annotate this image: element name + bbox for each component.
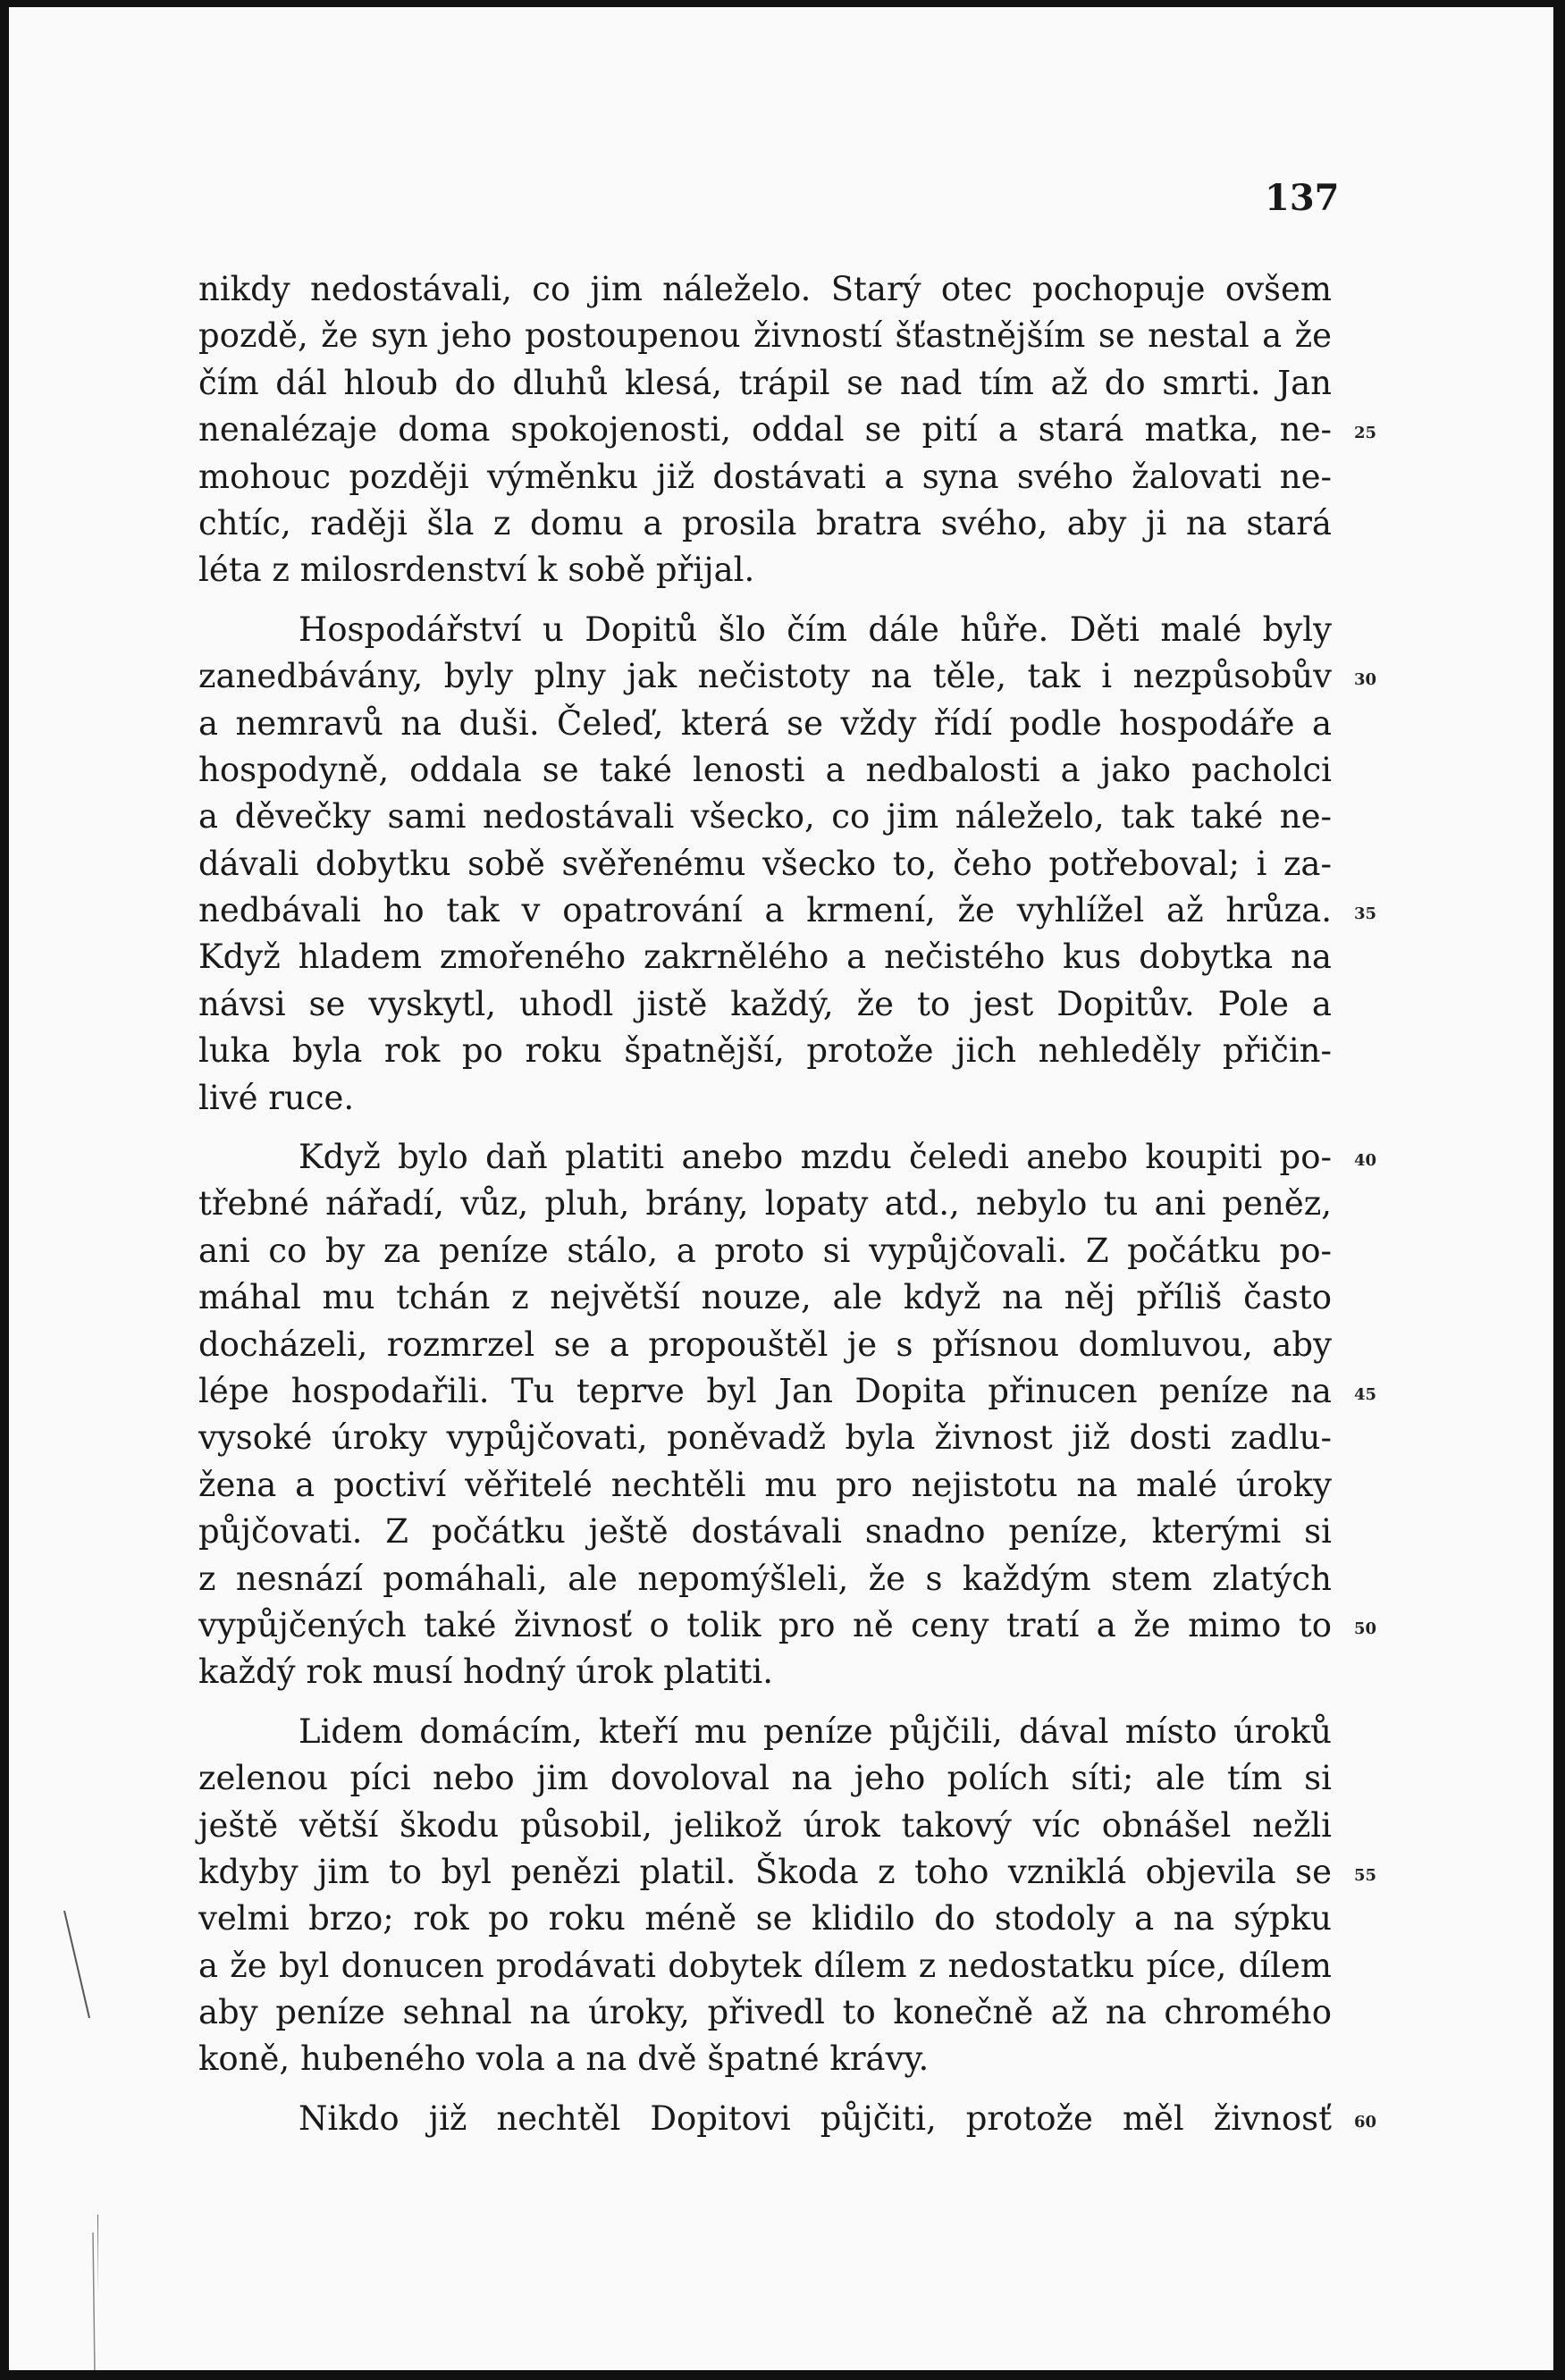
text-line	[198, 1849, 1376, 1896]
text-line	[198, 1368, 1376, 1415]
text-line-content: Když bylo daň platiti anebo mzdu čeledi anebo koupiti po-	[299, 1138, 1332, 1177]
text-line	[198, 653, 1376, 700]
text-line	[198, 360, 1332, 407]
text-line-content: ani co by za peníze stálo, a proto si vypůjčovali. Z počátku po-	[198, 1231, 1332, 1270]
text-line	[198, 1075, 1332, 1122]
text-line-content: půjčovati. Z počátku ještě dostávali snadno peníze, kterými si	[198, 1512, 1332, 1552]
text-line	[198, 747, 1332, 794]
text-line	[198, 1943, 1332, 1989]
page-number: 137	[1265, 177, 1340, 219]
paragraph-gap	[198, 1696, 1332, 1709]
text-line-content: a děvečky sami nedostávali všecko, co jim náleželo, tak také ne-	[198, 797, 1332, 837]
text-line	[198, 1709, 1332, 1755]
margin-scratch-marks	[63, 1911, 98, 2370]
text-line-content: máhal mu tchán z největší nouze, ale když na něj příliš často	[198, 1278, 1332, 1317]
text-line	[198, 1274, 1332, 1321]
text-line	[198, 1989, 1332, 2036]
text-line-content: žena a poctiví věřitelé nechtěli mu pro nejistotu na malé úroky	[198, 1465, 1332, 1504]
text-line-content: luka byla rok po roku špatnější, protože jich nehleděly přičin-	[198, 1031, 1332, 1071]
text-line-content: třebné nářadí, vůz, pluh, brány, lopaty atd., nebylo tu ani peněz,	[198, 1184, 1332, 1224]
text-line	[198, 1649, 1332, 1695]
text-line-content: Když hladem zmořeného zakrnělého a nečistého kus dobytka na	[198, 938, 1332, 977]
text-line-content: zanedbávány, byly plny jak nečistoty na těle, tak i nezpůsobův	[198, 657, 1332, 696]
text-line	[198, 794, 1332, 840]
text-line	[198, 547, 1332, 593]
text-line-content: nikdy nedostávali, co jim náleželo. Starý otec pochopuje ovšem	[198, 270, 1332, 308]
text-line	[198, 454, 1332, 500]
text-line-content: každý rok musí hodný úrok platiti.	[198, 1653, 773, 1692]
text-line-content: Nikdo již nechtěl Dopitovi půjčiti, protože měl živnosť	[299, 2098, 1332, 2138]
text-line	[198, 701, 1332, 747]
text-line	[198, 1556, 1332, 1602]
line-number: 30	[1353, 670, 1376, 690]
text-line	[198, 1755, 1332, 1802]
text-line-content: velmi brzo; rok po roku méně se klidilo do stodoly a na sýpku	[198, 1899, 1332, 1938]
line-number: 40	[1353, 1151, 1376, 1171]
text-line-content: nenalézaje doma spokojenosti, oddal se pití a stará matka, ne-	[198, 410, 1332, 450]
text-line-content: vysoké úroky vypůjčovati, poněvadž byla živnost již dosti zadlu-	[198, 1418, 1332, 1458]
text-line	[198, 841, 1332, 887]
text-line	[198, 266, 1332, 313]
text-line	[198, 981, 1332, 1028]
text-line	[198, 887, 1376, 934]
text-line	[198, 500, 1332, 547]
text-line-content: livé ruce.	[198, 1078, 355, 1117]
text-line-content: chtíc, raději šla z domu a prosila bratra svého, aby ji na stará	[198, 503, 1332, 542]
text-line-content: nedbávali ho tak v opatrování a krmení, že vyhlížel až hrůza.	[198, 891, 1332, 930]
text-line-content: vypůjčených také živnosť o tolik pro ně ceny tratí a že mimo to	[198, 1605, 1332, 1644]
text-line	[198, 1803, 1332, 1849]
text-line-content: docházeli, rozmrzel se a propouštěl je s přísnou domluvou, aby	[198, 1325, 1332, 1364]
text-line	[198, 1134, 1376, 1181]
paragraph-gap	[198, 594, 1332, 607]
text-line-content: léta z milosrdenství k sobě přijal.	[198, 551, 755, 590]
text-line-content: a nemravů na duši. Čeleď, která se vždy řídí podle hospodáře a	[198, 703, 1332, 743]
text-line-content: návsi se vyskytl, uhodl jistě každý, že to jest Dopitův. Pole a	[198, 984, 1332, 1023]
text-line	[198, 1322, 1332, 1368]
text-line	[198, 407, 1376, 453]
text-line-content: pozdě, že syn jeho postoupenou živností šťastnějším se nestal a že	[198, 316, 1332, 356]
text-line	[198, 1462, 1332, 1509]
text-line-content: zelenou píci nebo jim dovoloval na jeho polích síti; ale tím si	[198, 1759, 1332, 1798]
text-line	[198, 313, 1332, 359]
text-line-content: čím dál hloub do dluhů klesá, trápil se nad tím až do smrti. Jan	[198, 363, 1332, 402]
text-line-content: Hospodářství u Dopitů šlo čím dále hůře. Děti malé byly	[299, 610, 1332, 649]
line-number: 45	[1353, 1384, 1376, 1404]
body-text	[198, 266, 1376, 2142]
text-line-content: hospodyně, oddala se také lenosti a nedbalosti a jako pacholci	[198, 750, 1332, 789]
text-line-content: koně, hubeného vola a na dvě špatné krávy.	[198, 2039, 930, 2079]
text-line-content: Lidem domácím, kteří mu peníze půjčili, dával místo úroků	[299, 1711, 1332, 1751]
text-line	[198, 2096, 1376, 2142]
text-line-content: lépe hospodařili. Tu teprve byl Jan Dopita přinucen peníze na	[198, 1371, 1332, 1410]
text-line-content: z nesnází pomáhali, ale nepomýšleli, že s každým stem zlatých	[198, 1559, 1332, 1598]
paragraph-gap	[198, 1122, 1332, 1134]
book-page	[9, 7, 1553, 2370]
text-line-content: kdyby jim to byl penězi platil. Škoda z toho vzniklá objevila se	[198, 1852, 1332, 1891]
line-number: 25	[1353, 424, 1376, 443]
line-number: 35	[1353, 904, 1376, 924]
text-line-content: mohouc později výměnku již dostávati a syna svého žalovati ne-	[198, 457, 1332, 496]
line-number: 50	[1353, 1619, 1376, 1638]
text-line	[198, 1896, 1332, 1942]
text-line	[198, 1509, 1332, 1555]
text-line	[198, 1228, 1332, 1274]
text-line	[198, 1181, 1332, 1227]
text-line	[198, 934, 1332, 980]
line-number: 55	[1353, 1865, 1376, 1885]
text-line	[198, 1028, 1332, 1074]
text-line	[198, 1602, 1376, 1649]
text-line-content: aby peníze sehnal na úroky, přivedl to konečně až na chromého	[198, 1993, 1332, 2032]
paragraph-gap	[198, 2083, 1332, 2096]
line-number: 60	[1353, 2112, 1376, 2132]
text-line-content: dávali dobytku sobě svěřenému všecko to, čeho potřeboval; i za-	[198, 844, 1332, 883]
text-line	[198, 2036, 1332, 2082]
text-line-content: a že byl donucen prodávati dobytek dílem z nedostatku píce, dílem	[198, 1946, 1332, 1985]
text-line	[198, 1415, 1332, 1461]
text-line-content: ještě větší škodu působil, jelikož úrok takový víc obnášel nežli	[198, 1805, 1332, 1845]
text-line	[198, 607, 1332, 653]
